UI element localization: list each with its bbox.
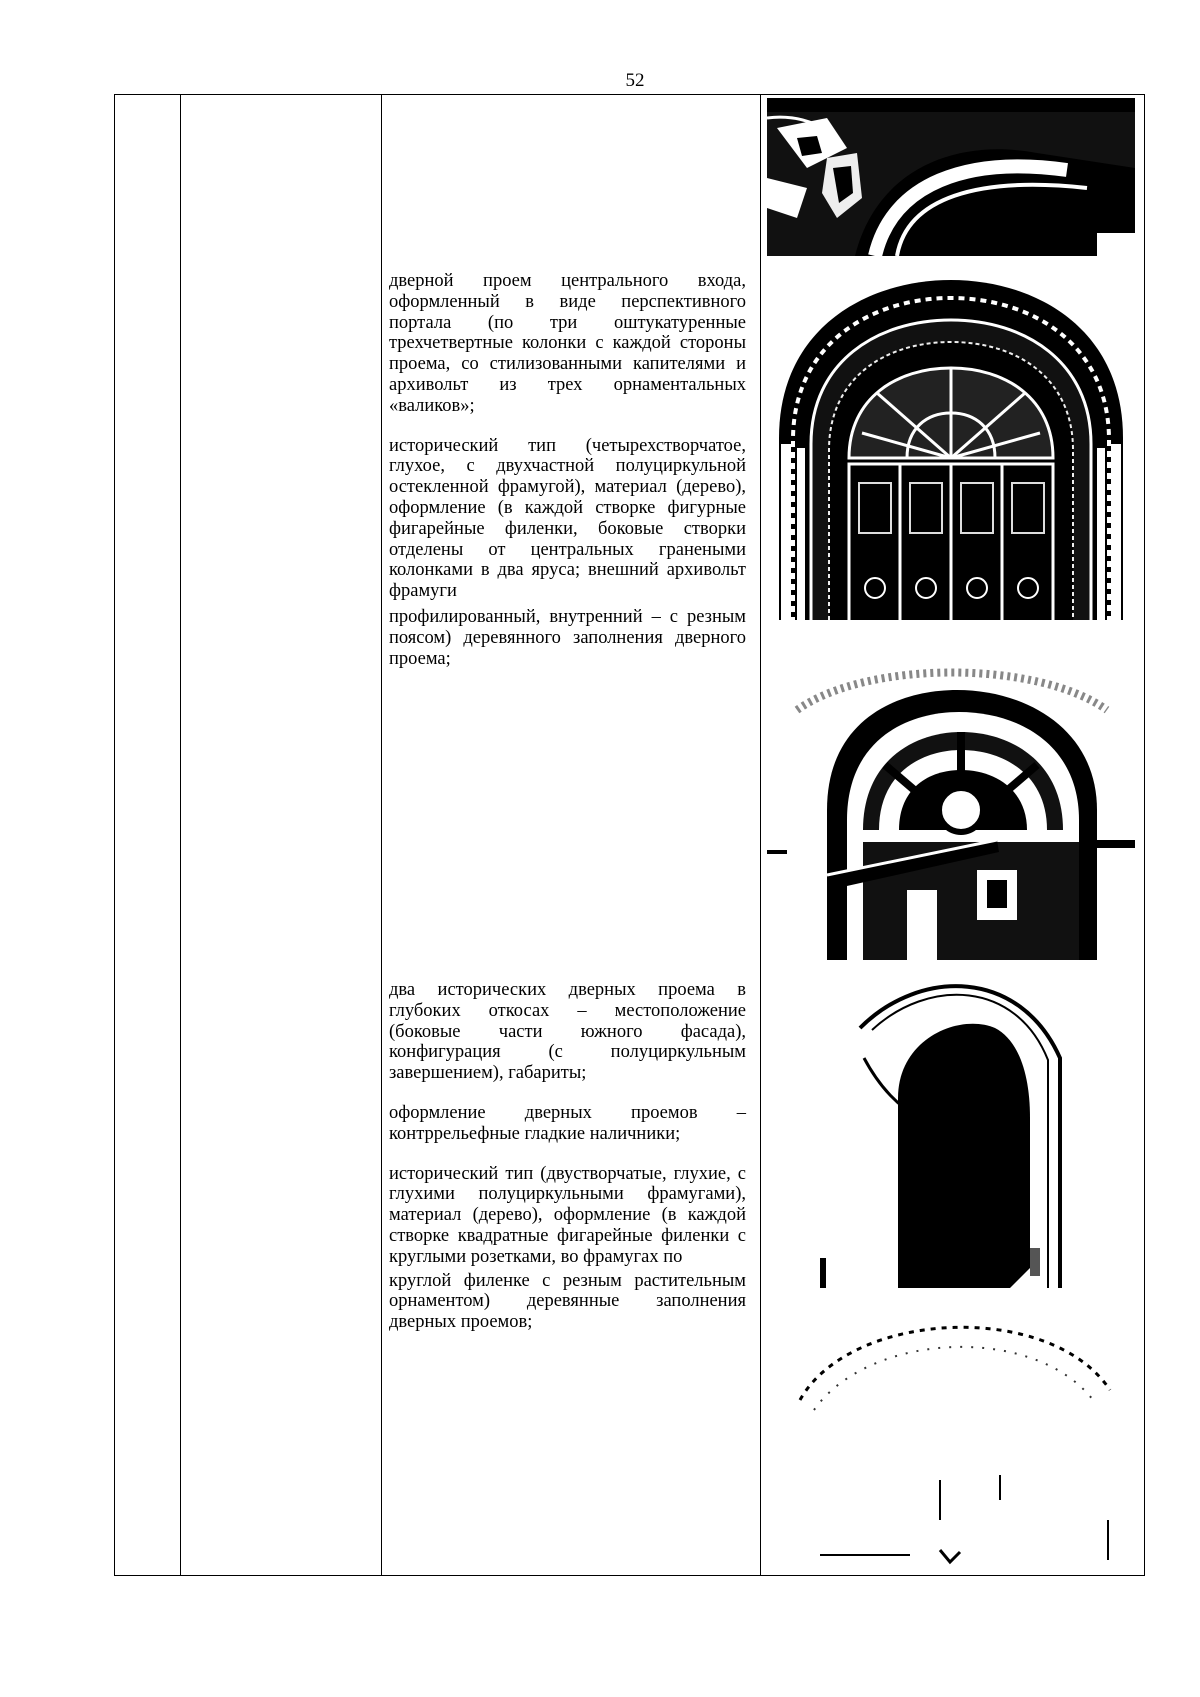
page-number: 52: [625, 70, 645, 91]
entry-2-paragraph-2: оформление дверных проемов – контррельефные гладкие наличники;: [389, 1102, 746, 1144]
central-portal-photo: [767, 268, 1135, 634]
entry-2-paragraph-4: круглой филенке с резным растительным орнаментом) деревянные заполнения дверных проемов;: [389, 1270, 746, 1333]
entry-2-paragraph-3: исторический тип (двустворчатые, глухие, с глухими полуциркульными фрамугами), материал (дерево), оформление (в каждой створке квадратные фигарейные филенки с круглыми розетками, во фрамугах по: [389, 1163, 746, 1267]
entry-1-paragraph-3: профилированный, внутренний – с резным поясом) деревянного заполнения дверного проема;: [389, 606, 746, 669]
arch-interior-photo: [767, 660, 1135, 960]
entry-1-paragraph-2: исторический тип (четырехстворчатое, глухое, с двухчастной полуциркульной остекленной фрамугой), материал (дерево), оформление (в каждой створке фигурные фигарейные филенки, боковые створки отделены от центральных гранеными колонками в два яруса; внешний архивольт фрамуги: [389, 435, 746, 602]
column-divider: [760, 95, 761, 1575]
arch-detail-photo: [767, 98, 1135, 256]
side-door-photo: [820, 968, 1090, 1288]
column-divider: [180, 95, 181, 1575]
column-divider: [381, 95, 382, 1575]
entry-2-text: [389, 980, 746, 1333]
entry-2-paragraph-1: два исторических дверных проема в глубоких откосах – местоположение (боковые части южного фасада), конфигурация (с полуциркульным завершением), габариты;: [389, 980, 746, 1084]
entry-1-text: [389, 271, 746, 669]
entry-1-paragraph-1: дверной проем центрального входа, оформленный в виде перспективного портала (по три оштукатуренные трехчетвертные колонки с каждой стороны проема, со стилизованными капителями и архивольт из трех орнаментальных «валиков»;: [389, 271, 746, 416]
faint-arch-photo: [790, 1300, 1130, 1568]
